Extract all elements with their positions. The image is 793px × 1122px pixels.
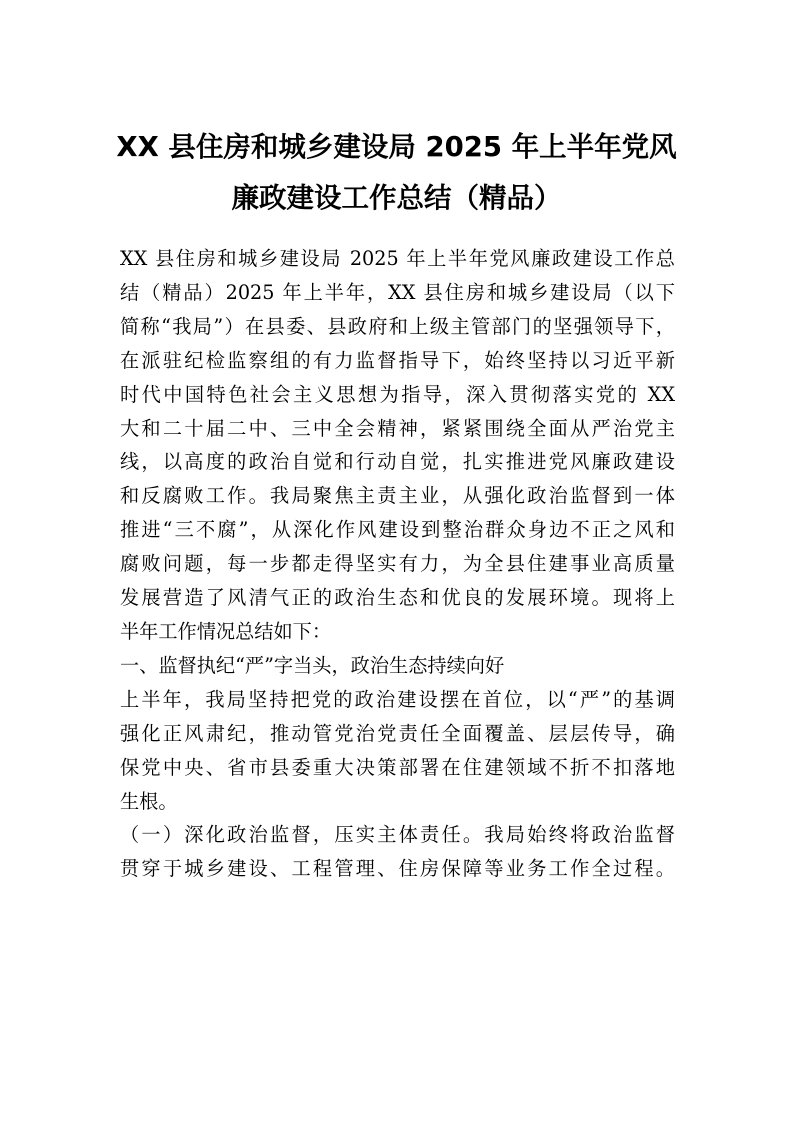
intro-paragraph — [120, 242, 675, 649]
title-line-1: XX 县住房和城乡建设局 2025 年上半年党风 — [116, 131, 677, 163]
title-line-2: 廉政建设工作总结（精品） — [231, 182, 562, 214]
text-line: 腐败问题，每一步都走得坚实有力，为全县住建事业高质量 — [120, 552, 675, 576]
document-body — [120, 242, 675, 886]
text-line: 保党中央、省市县委重大决策部署在住建领域不折不扣落地 — [120, 755, 675, 779]
text-line: 贯穿于城乡建设、工程管理、住房保障等业务工作全过程。 — [120, 857, 675, 881]
subsection-1-paragraph — [120, 818, 675, 886]
text-line: 在派驻纪检监察组的有力监督指导下，始终坚持以习近平新 — [120, 348, 675, 372]
text-line: 半年工作情况总结如下： — [120, 619, 332, 643]
text-line: 结（精品）2025 年上半年，XX 县住房和城乡建设局（以下 — [120, 280, 675, 304]
text-line: （一）深化政治监督，压实主体责任。我局始终将政治监督 — [120, 823, 675, 847]
text-line: 发展营造了风清气正的政治生态和优良的发展环境。现将上 — [120, 586, 675, 610]
document-title — [100, 122, 693, 224]
text-line: XX 县住房和城乡建设局 2025 年上半年党风廉政建设工作总 — [120, 247, 675, 270]
text-line: 生根。 — [120, 789, 178, 813]
text-line: 上半年，我局坚持把党的政治建设摆在首位，以“严”的基调 — [120, 687, 675, 711]
section-1-heading: 一、监督执纪“严”字当头，政治生态持续向好 — [120, 653, 505, 677]
text-line: 大和二十届二中、三中全会精神，紧紧围绕全面从严治党主 — [120, 416, 675, 440]
text-line: 简称“我局”）在县委、县政府和上级主管部门的坚强领导下， — [120, 314, 675, 338]
text-line: 强化正风肃纪，推动管党治党责任全面覆盖、层层传导，确 — [120, 721, 675, 745]
text-line: 和反腐败工作。我局聚焦主责主业，从强化政治监督到一体 — [120, 484, 675, 508]
text-line: 推进“三不腐”，从深化作风建设到整治群众身边不正之风和 — [120, 518, 675, 542]
section-heading — [120, 649, 675, 683]
section-1-paragraph — [120, 683, 675, 819]
text-line: 线，以高度的政治自觉和行动自觉，扎实推进党风廉政建设 — [120, 450, 675, 474]
text-line: 时代中国特色社会主义思想为指导，深入贯彻落实党的 XX — [120, 382, 675, 406]
